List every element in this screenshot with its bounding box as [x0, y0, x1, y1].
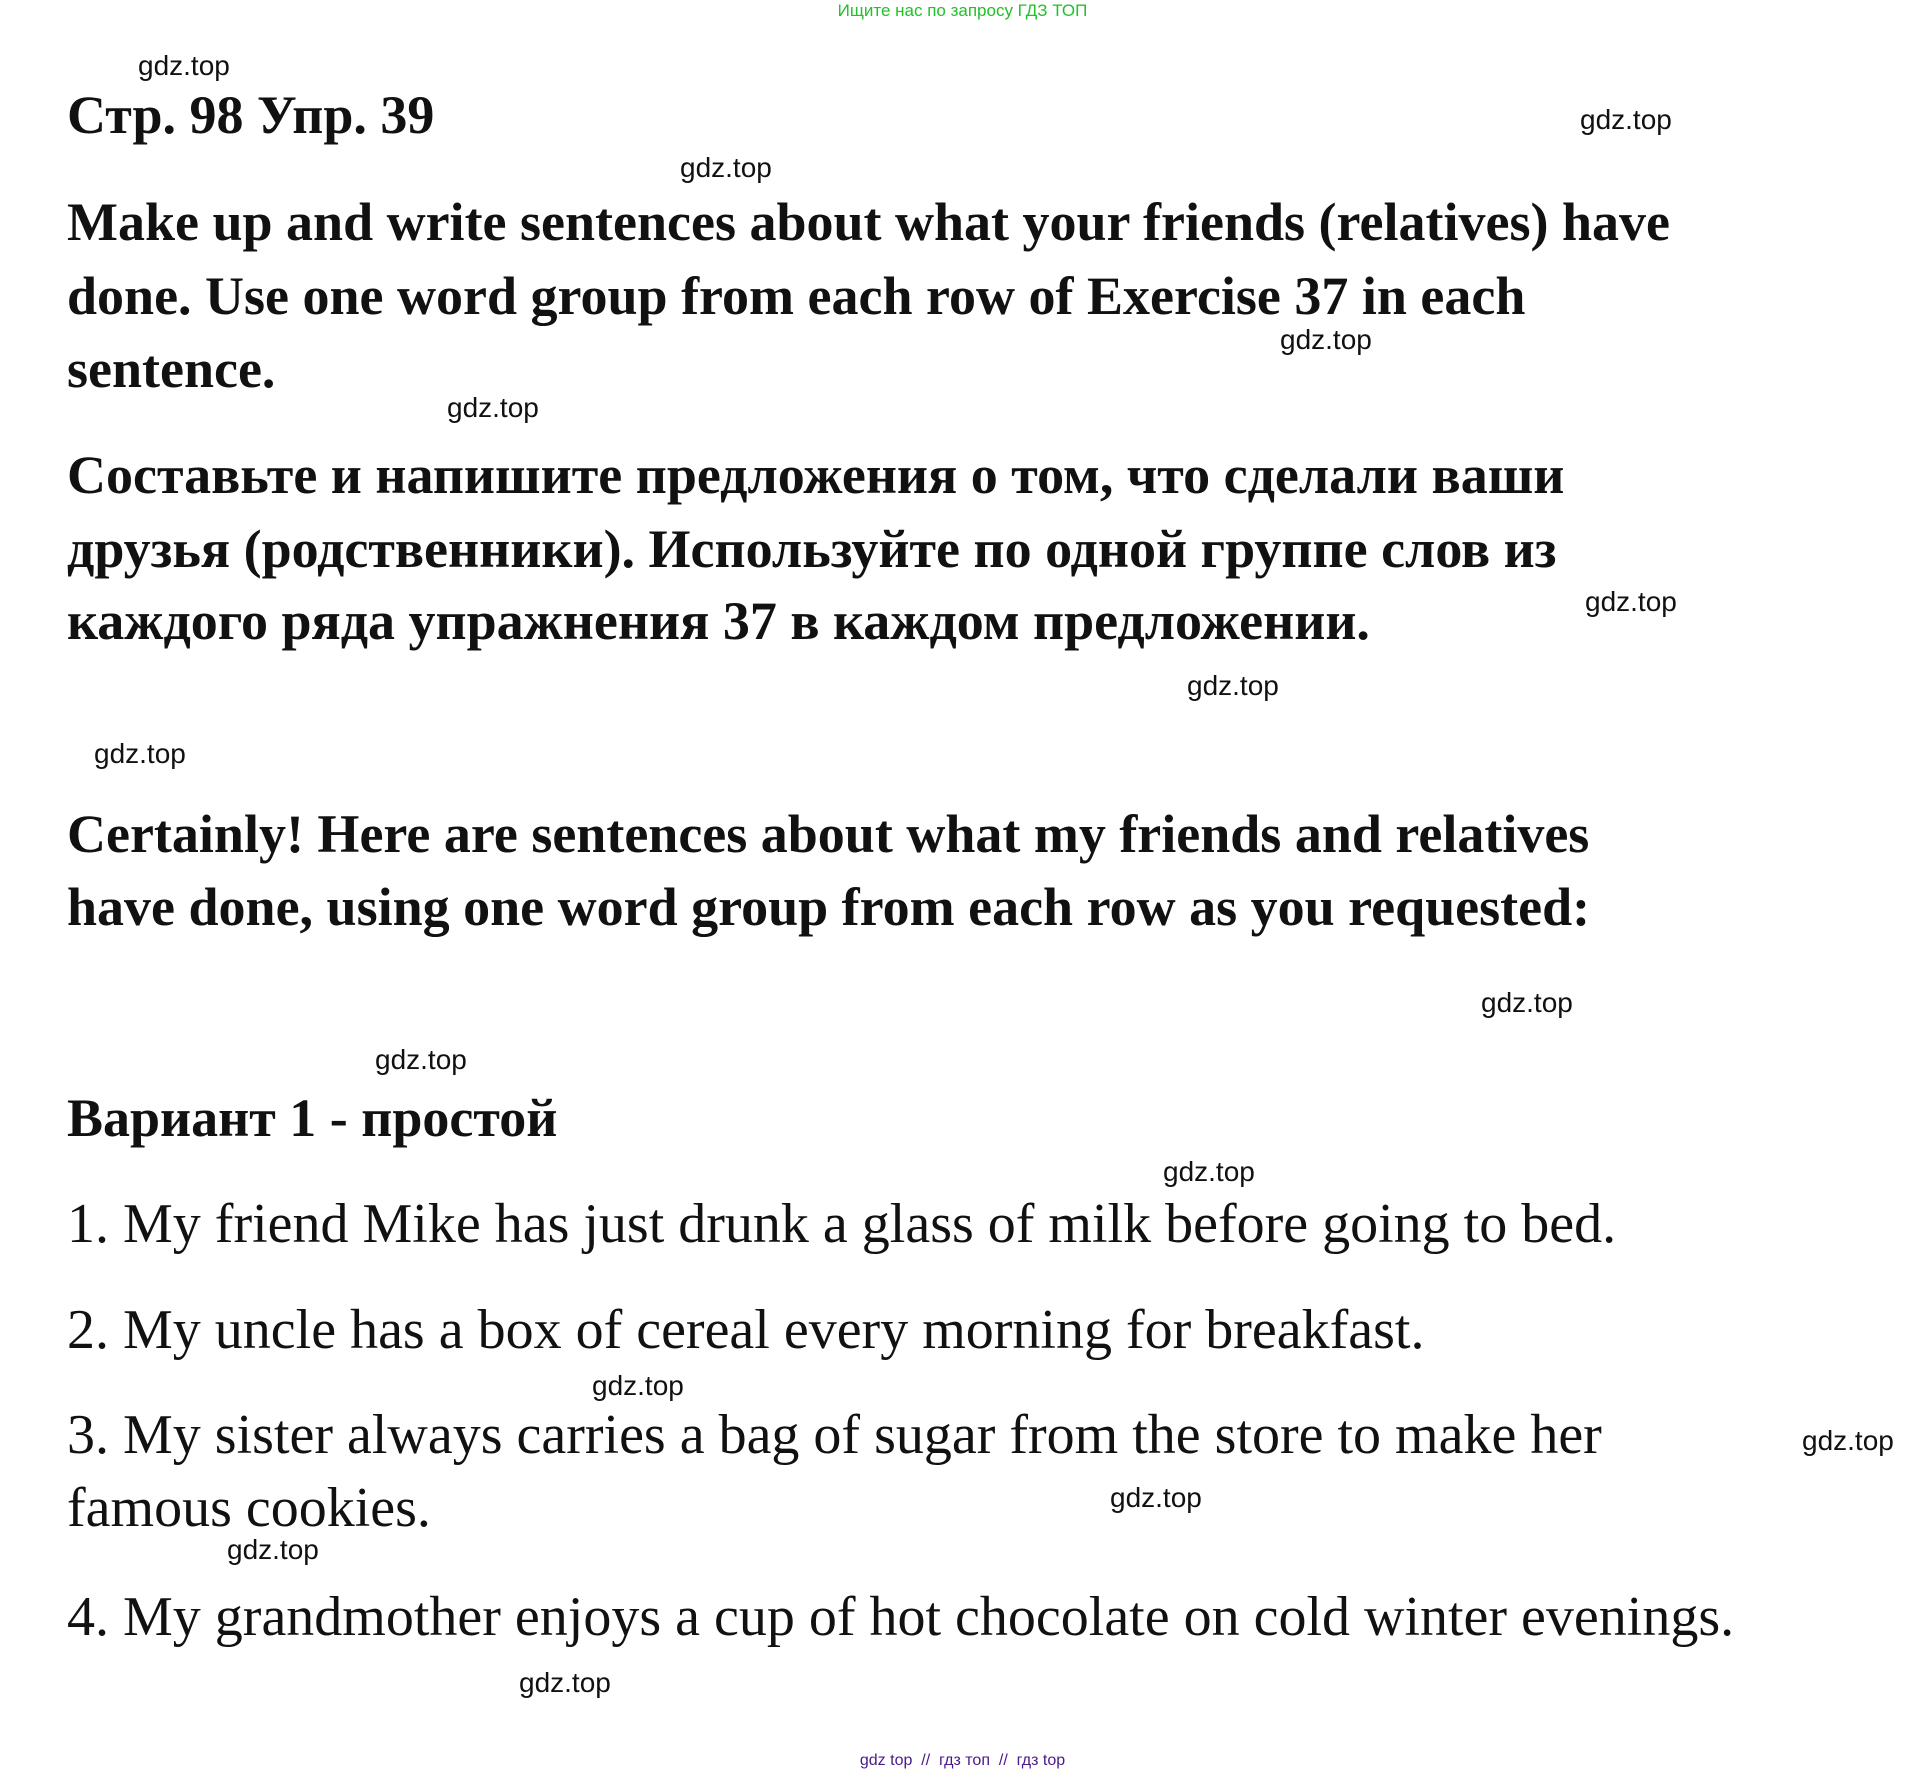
sentence-item-continuation: famous cookies.: [67, 1477, 431, 1539]
search-hint-link[interactable]: Ищите нас по запросу ГДЗ ТОП: [837, 1, 1088, 20]
watermark: gdz.top: [1163, 1156, 1255, 1187]
task-ru-line: Составьте и напишите предложения о том, что сделали ваши: [67, 445, 1565, 505]
watermark: gdz.top: [138, 50, 230, 81]
intro-line: have done, using one word group from each row as you requested:: [67, 877, 1591, 937]
task-en-line: Make up and write sentences about what your friends (relatives) have: [67, 192, 1670, 252]
watermark: gdz.top: [94, 738, 186, 769]
watermark: gdz.top: [1585, 586, 1677, 617]
watermark: gdz.top: [1481, 987, 1573, 1018]
watermark: gdz.top: [375, 1044, 467, 1075]
sentence-item: 4. My grandmother enjoys a cup of hot chocolate on cold winter evenings.: [67, 1586, 1735, 1648]
footer-links[interactable]: gdz top // гдз топ // гдз top: [859, 1752, 1066, 1769]
watermark: gdz.top: [1580, 104, 1672, 135]
sentence-item: 1. My friend Mike has just drunk a glass of milk before going to bed.: [67, 1193, 1617, 1255]
intro-line: Certainly! Here are sentences about what my friends and relatives: [67, 804, 1590, 864]
task-en-line: done. Use one word group from each row of Exercise 37 in each: [67, 266, 1526, 326]
variant-heading: Вариант 1 - простой: [67, 1088, 558, 1148]
watermark: gdz.top: [519, 1667, 611, 1698]
page-title: Стр. 98 Упр. 39: [67, 85, 435, 145]
watermark: gdz.top: [1280, 324, 1372, 355]
watermark: gdz.top: [227, 1534, 319, 1565]
task-ru-line: друзья (родственники). Используйте по одной группе слов из: [67, 519, 1557, 579]
watermark: gdz.top: [1187, 670, 1279, 701]
watermark: gdz.top: [447, 392, 539, 423]
task-ru-line: каждого ряда упражнения 37 в каждом предложении.: [67, 591, 1370, 651]
sentence-item: 2. My uncle has a box of cereal every morning for breakfast.: [67, 1299, 1425, 1361]
watermark: gdz.top: [680, 152, 772, 183]
task-en-line: sentence.: [67, 339, 276, 399]
watermark: gdz.top: [1802, 1425, 1894, 1456]
sentence-item: 3. My sister always carries a bag of sugar from the store to make her: [67, 1404, 1602, 1466]
watermark: gdz.top: [1110, 1482, 1202, 1513]
watermark: gdz.top: [592, 1370, 684, 1401]
